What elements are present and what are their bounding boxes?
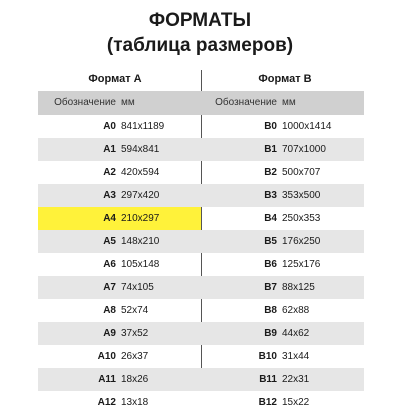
format-a-name: A12 [97, 397, 116, 408]
table-row [38, 207, 364, 230]
format-b-name: B9 [264, 328, 277, 339]
page-title-line2: (таблица размеров) [106, 35, 294, 56]
table-row [38, 368, 364, 391]
format-b-name: B12 [258, 397, 277, 408]
format-b-column-title: Формат B [258, 73, 312, 85]
table-row [38, 276, 364, 299]
format-a-size: 13x18 [121, 397, 149, 408]
format-b-name: B6 [264, 259, 277, 270]
format-b-name: B1 [264, 144, 277, 155]
format-b-size: 500x707 [282, 167, 321, 178]
header-b-name: Обозначение [215, 97, 277, 108]
page-title-line1: ФОРМАТЫ [148, 10, 252, 31]
format-b-name: B4 [264, 213, 277, 224]
format-b-name: B11 [259, 374, 277, 385]
table-row [38, 138, 364, 161]
header-b-mm: мм [282, 97, 296, 108]
format-a-column-title: Формат A [88, 73, 142, 85]
table-row [38, 230, 364, 253]
format-b-size: 176x250 [282, 236, 321, 247]
format-a-size: 841x1189 [121, 121, 165, 132]
format-a-size: 26x37 [121, 351, 149, 362]
format-b-name: B10 [258, 351, 277, 362]
format-a-name: A0 [103, 121, 116, 132]
header-a-mm: мм [121, 97, 135, 108]
format-b-size: 31x44 [282, 351, 310, 362]
format-b-size: 707x1000 [282, 144, 326, 155]
format-a-size: 297x420 [121, 190, 160, 201]
format-b-size: 1000x1414 [282, 121, 332, 132]
table-body [38, 115, 364, 414]
format-a-size: 37x52 [121, 328, 149, 339]
format-a-name: A11 [98, 374, 116, 385]
format-a-name: A9 [103, 328, 116, 339]
format-b-name: B5 [264, 236, 277, 247]
format-a-size: 210x297 [121, 213, 160, 224]
format-a-name: A10 [97, 351, 116, 362]
table-row [38, 345, 364, 368]
format-b-size: 353x500 [282, 190, 321, 201]
format-a-name: A7 [103, 282, 116, 293]
format-a-size: 148x210 [121, 236, 160, 247]
format-a-name: A6 [103, 259, 116, 270]
table-header-row [38, 91, 364, 115]
table-row [38, 184, 364, 207]
format-a-size: 18x26 [121, 374, 149, 385]
format-b-size: 44x62 [282, 328, 310, 339]
table-row [38, 299, 364, 322]
format-b-name: B2 [264, 167, 277, 178]
format-b-name: B3 [264, 190, 277, 201]
format-b-name: B0 [264, 121, 277, 132]
format-b-size: 22x31 [282, 374, 310, 385]
format-a-size: 74x105 [121, 282, 154, 293]
format-b-size: 88x125 [282, 282, 315, 293]
table-row [38, 322, 364, 345]
table-row [38, 115, 364, 138]
format-a-name: A3 [103, 190, 116, 201]
format-a-name: A1 [103, 144, 116, 155]
format-b-size: 15x22 [282, 397, 310, 408]
format-a-name: A5 [103, 236, 116, 247]
format-b-name: B8 [264, 305, 277, 316]
table-row [38, 253, 364, 276]
format-a-size: 105x148 [121, 259, 160, 270]
table-row [38, 391, 364, 414]
format-b-size: 125x176 [282, 259, 321, 270]
format-a-size: 420x594 [121, 167, 160, 178]
format-b-name: B7 [264, 282, 277, 293]
format-a-name: A8 [103, 305, 116, 316]
format-a-size: 594x841 [121, 144, 160, 155]
format-b-size: 250x353 [282, 213, 321, 224]
format-b-size: 62x88 [282, 305, 310, 316]
header-a-name: Обозначение [54, 97, 116, 108]
format-a-name: A2 [103, 167, 116, 178]
table-row [38, 161, 364, 184]
format-a-name: A4 [103, 213, 116, 224]
sizes-table [38, 91, 364, 414]
format-a-size: 52x74 [121, 305, 149, 316]
